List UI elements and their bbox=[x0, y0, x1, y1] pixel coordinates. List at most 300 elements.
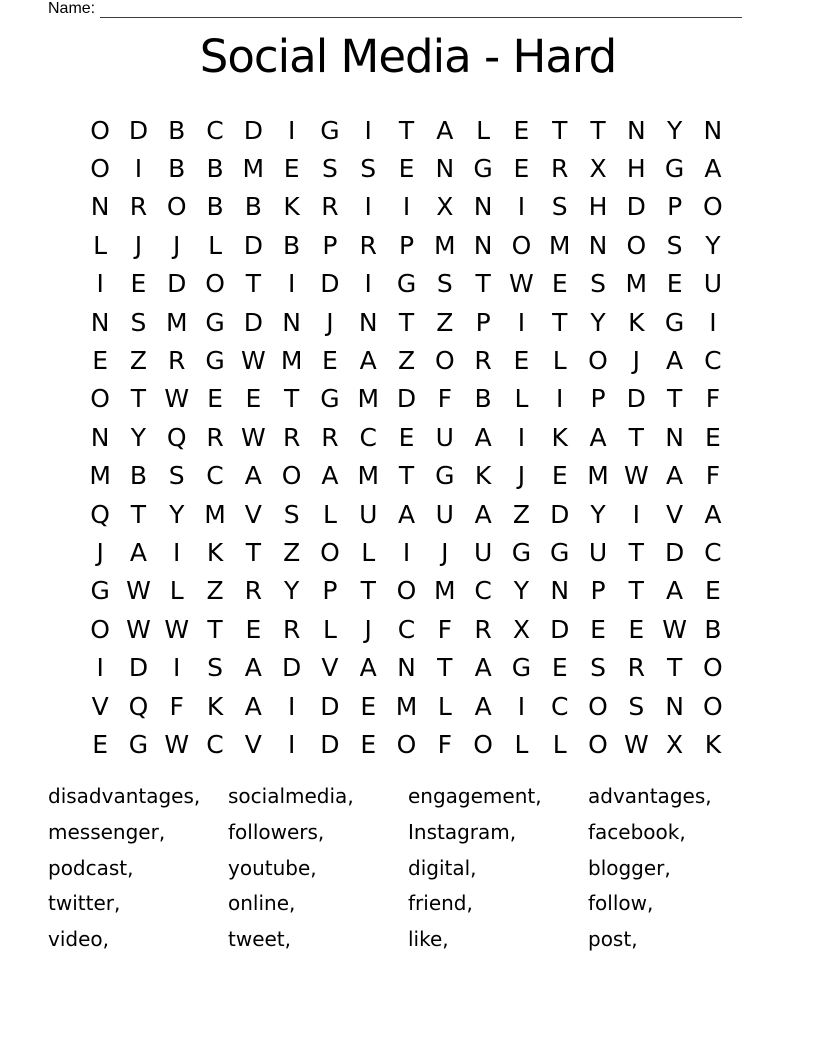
grid-letter-r1-c13: T bbox=[552, 115, 568, 145]
grid-letter-r1-c6: I bbox=[287, 115, 296, 145]
grid-letter-r15-c17: O bbox=[703, 653, 723, 683]
grid-letter-r1-c8: I bbox=[364, 115, 372, 145]
grid-letter-r7-c3: R bbox=[168, 346, 186, 376]
grid-letter-r9-c8: C bbox=[359, 422, 377, 452]
grid-letter-r5-c3: D bbox=[167, 269, 187, 299]
grid-letter-r3-c17: O bbox=[703, 192, 723, 222]
grid-letter-r1-c9: T bbox=[398, 115, 415, 145]
grid-letter-r6-c12: I bbox=[517, 307, 526, 337]
grid-letter-r16-c1: V bbox=[91, 691, 109, 721]
grid-letter-r1-c14: T bbox=[590, 115, 606, 145]
grid-letter-r3-c6: K bbox=[283, 192, 300, 222]
grid-letter-r1-c7: G bbox=[320, 115, 340, 145]
grid-letter-r14-c5: E bbox=[245, 614, 262, 644]
grid-letter-r11-c15: I bbox=[632, 499, 640, 529]
grid-letter-r9-c5: W bbox=[240, 422, 266, 452]
grid-letter-r12-c9: I bbox=[402, 537, 411, 567]
grid-letter-r14-c2: W bbox=[126, 614, 151, 644]
grid-letter-r1-c15: N bbox=[626, 115, 646, 145]
grid-letter-r15-c3: I bbox=[173, 653, 181, 683]
grid-letter-r17-c16: X bbox=[666, 729, 684, 759]
grid-letter-r8-c17: F bbox=[705, 384, 721, 414]
grid-letter-r13-c4: Z bbox=[206, 576, 224, 606]
grid-letter-r17-c1: E bbox=[92, 729, 109, 759]
grid-letter-r11-c13: D bbox=[550, 499, 570, 529]
grid-letter-r9-c14: A bbox=[589, 422, 607, 452]
grid-letter-r9-c7: R bbox=[321, 422, 339, 452]
grid-letter-r3-c8: I bbox=[364, 192, 372, 222]
grid-letter-r16-c8: E bbox=[360, 691, 377, 721]
grid-letter-r9-c1: N bbox=[90, 422, 110, 452]
word-item: facebook, bbox=[588, 819, 686, 844]
grid-letter-r11-c14: Y bbox=[590, 499, 606, 529]
grid-letter-r17-c13: L bbox=[552, 729, 567, 759]
grid-letter-r13-c11: C bbox=[474, 576, 492, 606]
grid-letter-r16-c14: O bbox=[588, 691, 608, 721]
grid-letter-r8-c13: I bbox=[556, 384, 564, 414]
grid-letter-r10-c8: M bbox=[357, 461, 380, 491]
grid-letter-r10-c16: A bbox=[666, 461, 684, 491]
grid-letter-r4-c6: B bbox=[283, 230, 301, 260]
grid-letter-r8-c7: G bbox=[320, 384, 340, 414]
grid-letter-r8-c6: T bbox=[283, 384, 300, 414]
grid-letter-r6-c6: N bbox=[282, 307, 301, 337]
grid-letter-r5-c4: O bbox=[205, 269, 225, 299]
grid-letter-r4-c2: J bbox=[134, 230, 143, 260]
grid-letter-r6-c14: Y bbox=[590, 307, 606, 337]
name-blank-line bbox=[100, 1, 742, 18]
grid-letter-r16-c7: D bbox=[320, 691, 340, 721]
grid-letter-r13-c3: L bbox=[169, 576, 184, 606]
grid-letter-r17-c6: I bbox=[287, 729, 296, 759]
word-item: advantages, bbox=[588, 784, 712, 808]
grid-letter-r7-c12: E bbox=[513, 346, 530, 376]
word-item: podcast, bbox=[48, 855, 134, 880]
word-item: follow, bbox=[588, 891, 654, 916]
grid-letter-r16-c5: A bbox=[244, 691, 262, 721]
grid-letter-r7-c16: A bbox=[666, 346, 684, 376]
grid-letter-r1-c11: L bbox=[476, 115, 491, 145]
grid-letter-r14-c10: F bbox=[437, 614, 453, 644]
grid-letter-r11-c4: M bbox=[204, 499, 226, 529]
grid-letter-r9-c11: A bbox=[474, 422, 492, 452]
grid-letter-r5-c6: I bbox=[287, 269, 296, 299]
grid-letter-r16-c6: I bbox=[287, 691, 296, 721]
grid-letter-r3-c16: P bbox=[667, 192, 683, 222]
grid-letter-r16-c2: Q bbox=[128, 691, 149, 721]
grid-letter-r16-c12: I bbox=[517, 691, 526, 721]
word-item: messenger, bbox=[48, 819, 166, 844]
grid-letter-r12-c13: G bbox=[550, 537, 570, 567]
grid-letter-r13-c5: R bbox=[244, 576, 263, 606]
grid-letter-r9-c15: T bbox=[628, 422, 644, 452]
grid-letter-r5-c2: E bbox=[130, 269, 147, 299]
grid-letter-r14-c15: E bbox=[628, 614, 645, 644]
grid-letter-r14-c11: R bbox=[474, 614, 492, 644]
grid-letter-r3-c3: O bbox=[166, 192, 187, 222]
grid-letter-r6-c17: I bbox=[709, 307, 717, 337]
grid-letter-r4-c1: L bbox=[93, 230, 108, 260]
grid-letter-r2-c12: E bbox=[513, 154, 530, 184]
word-item: friend, bbox=[408, 891, 473, 916]
grid-letter-r12-c10: J bbox=[441, 537, 449, 567]
grid-letter-r6-c13: T bbox=[552, 307, 568, 337]
grid-letter-r11-c16: V bbox=[666, 499, 684, 529]
grid-letter-r5-c1: I bbox=[96, 269, 104, 299]
grid-letter-r5-c10: S bbox=[436, 269, 453, 299]
grid-letter-r5-c12: W bbox=[509, 269, 534, 299]
grid-letter-r11-c12: Z bbox=[512, 499, 530, 529]
word-list-column-1 bbox=[48, 779, 228, 958]
grid-letter-r3-c11: N bbox=[473, 192, 493, 222]
grid-letter-r15-c8: A bbox=[359, 653, 377, 683]
grid-letter-r7-c10: O bbox=[434, 346, 455, 376]
grid-letter-r14-c6: R bbox=[282, 614, 301, 644]
word-item: digital, bbox=[408, 855, 477, 880]
grid-letter-r17-c4: C bbox=[206, 729, 224, 759]
word-item: post, bbox=[588, 927, 638, 952]
grid-letter-r10-c10: G bbox=[435, 461, 455, 491]
grid-letter-r6-c15: K bbox=[628, 307, 645, 337]
grid-letter-r10-c2: B bbox=[129, 461, 148, 491]
grid-letter-r8-c11: B bbox=[474, 384, 492, 414]
grid-letter-r7-c9: Z bbox=[397, 346, 416, 376]
grid-letter-r17-c11: O bbox=[473, 729, 493, 759]
grid-letter-r8-c5: E bbox=[245, 384, 262, 414]
grid-letter-r8-c15: D bbox=[626, 384, 646, 414]
grid-letter-r14-c17: B bbox=[704, 614, 722, 644]
word-list bbox=[48, 779, 768, 958]
grid-letter-r7-c5: W bbox=[240, 346, 266, 376]
grid-letter-r12-c17: C bbox=[704, 537, 722, 567]
grid-letter-r16-c16: N bbox=[665, 691, 684, 721]
grid-letter-r12-c12: G bbox=[511, 537, 532, 567]
word-item: disadvantages, bbox=[48, 784, 201, 808]
grid-letter-r15-c11: A bbox=[474, 653, 492, 683]
grid-letter-r10-c11: K bbox=[474, 461, 492, 491]
grid-letter-r10-c5: A bbox=[244, 461, 262, 491]
grid-letter-r1-c10: A bbox=[436, 115, 454, 145]
grid-letter-r9-c9: E bbox=[398, 422, 415, 452]
grid-letter-r4-c11: N bbox=[473, 230, 493, 260]
grid-letter-r17-c12: L bbox=[514, 729, 529, 759]
grid-letter-r7-c17: C bbox=[704, 346, 722, 376]
grid-letter-r12-c8: L bbox=[361, 537, 376, 567]
grid-letter-r12-c15: T bbox=[628, 537, 644, 567]
grid-letter-r7-c2: Z bbox=[129, 346, 148, 376]
grid-letter-r11-c17: A bbox=[704, 499, 722, 529]
grid-letter-r3-c14: H bbox=[588, 192, 608, 222]
grid-letter-r9-c17: E bbox=[705, 422, 721, 452]
grid-letter-r6-c8: N bbox=[358, 307, 378, 337]
grid-letter-r6-c3: M bbox=[165, 307, 188, 337]
grid-letter-r6-c2: S bbox=[130, 307, 147, 337]
grid-letter-r4-c10: M bbox=[434, 230, 456, 260]
grid-letter-r2-c7: S bbox=[321, 154, 338, 184]
grid-letter-r2-c10: N bbox=[435, 154, 455, 184]
grid-letter-r13-c14: P bbox=[590, 576, 606, 606]
grid-letter-r15-c9: N bbox=[397, 653, 416, 683]
word-list-column-4 bbox=[588, 779, 768, 958]
grid-letter-r11-c7: L bbox=[322, 499, 337, 529]
grid-letter-r13-c15: T bbox=[628, 576, 644, 606]
grid-letter-r13-c17: E bbox=[705, 576, 721, 606]
grid-letter-r4-c17: Y bbox=[705, 230, 721, 260]
grid-letter-r9-c12: I bbox=[517, 422, 526, 452]
grid-letter-r3-c5: B bbox=[244, 192, 262, 222]
grid-letter-r15-c7: V bbox=[321, 653, 339, 683]
grid-letter-r8-c12: L bbox=[514, 384, 529, 414]
grid-letter-r5-c11: T bbox=[475, 269, 491, 299]
grid-letter-r3-c15: D bbox=[626, 192, 646, 222]
grid-letter-r10-c4: C bbox=[206, 461, 224, 491]
word-item: socialmedia, bbox=[228, 784, 354, 808]
name-label: Name: bbox=[48, 0, 96, 17]
word-item: tweet, bbox=[228, 927, 292, 952]
grid-letter-r5-c8: I bbox=[364, 269, 372, 299]
grid-letter-r13-c7: P bbox=[322, 576, 338, 606]
word-item: online, bbox=[228, 891, 296, 916]
grid-letter-r1-c12: E bbox=[513, 115, 530, 145]
grid-letter-r17-c7: D bbox=[320, 729, 340, 759]
name-row bbox=[48, 0, 742, 18]
grid-letter-r8-c14: P bbox=[590, 384, 606, 414]
grid-letter-r5-c7: D bbox=[320, 269, 340, 299]
grid-letter-r13-c10: M bbox=[434, 576, 456, 606]
grid-letter-r7-c1: E bbox=[92, 346, 109, 376]
grid-letter-r14-c16: W bbox=[662, 614, 687, 644]
grid-letter-r9-c13: K bbox=[551, 422, 568, 452]
grid-letter-r1-c3: B bbox=[168, 115, 186, 145]
grid-letter-r6-c11: P bbox=[475, 307, 491, 337]
grid-letter-r16-c9: M bbox=[395, 691, 418, 721]
grid-letter-r7-c11: R bbox=[474, 346, 492, 376]
grid-letter-r17-c15: W bbox=[623, 729, 649, 759]
grid-letter-r17-c10: F bbox=[437, 729, 453, 759]
grid-letter-r11-c5: V bbox=[244, 499, 262, 529]
grid-letter-r15-c1: I bbox=[96, 653, 104, 683]
grid-letter-r5-c5: T bbox=[245, 269, 261, 299]
grid-letter-r13-c6: Y bbox=[283, 576, 300, 606]
grid-letter-r10-c1: M bbox=[89, 461, 111, 491]
grid-letter-r4-c15: O bbox=[626, 230, 647, 260]
grid-letter-r12-c7: O bbox=[320, 537, 340, 567]
grid-letter-r12-c14: U bbox=[588, 537, 608, 567]
grid-letter-r3-c4: B bbox=[206, 192, 224, 222]
grid-letter-r1-c5: D bbox=[243, 115, 263, 145]
grid-letter-r8-c3: W bbox=[164, 384, 190, 414]
grid-letter-r11-c10: U bbox=[435, 499, 454, 529]
grid-letter-r15-c12: G bbox=[511, 653, 532, 683]
grid-letter-r11-c3: Y bbox=[169, 499, 185, 529]
grid-letter-r8-c2: T bbox=[130, 384, 147, 414]
grid-letter-r2-c14: X bbox=[589, 154, 607, 184]
grid-letter-r2-c5: M bbox=[242, 154, 265, 184]
grid-letter-r2-c9: E bbox=[398, 154, 415, 184]
grid-letter-r9-c10: U bbox=[435, 422, 454, 452]
grid-letter-r15-c6: D bbox=[282, 653, 302, 683]
grid-letter-r2-c13: R bbox=[551, 154, 569, 184]
grid-letter-r16-c10: L bbox=[437, 691, 452, 721]
grid-letter-r12-c6: Z bbox=[283, 537, 301, 567]
grid-letter-r6-c16: G bbox=[664, 307, 685, 337]
grid-letter-r11-c1: Q bbox=[90, 499, 110, 529]
grid-letter-r10-c15: W bbox=[623, 461, 649, 491]
grid-letter-r8-c9: D bbox=[396, 384, 417, 414]
grid-letter-r3-c10: X bbox=[436, 192, 454, 222]
grid-letter-r7-c6: M bbox=[280, 346, 303, 376]
grid-letter-r1-c16: Y bbox=[666, 115, 683, 145]
grid-letter-r12-c3: I bbox=[173, 537, 181, 567]
grid-letter-r6-c7: J bbox=[326, 307, 334, 337]
grid-letter-r8-c8: M bbox=[357, 384, 380, 414]
grid-letter-r12-c5: T bbox=[245, 537, 261, 567]
word-item: blogger, bbox=[588, 855, 671, 880]
grid-letter-r13-c2: W bbox=[126, 576, 151, 606]
wordsearch-grid bbox=[81, 111, 732, 764]
grid-letter-r14-c14: E bbox=[590, 614, 606, 644]
grid-letter-r10-c6: O bbox=[281, 461, 302, 491]
word-item: youtube, bbox=[228, 855, 317, 880]
grid-letter-r2-c4: B bbox=[206, 154, 224, 184]
grid-letter-r7-c4: G bbox=[205, 346, 225, 376]
grid-letter-r7-c8: A bbox=[359, 346, 377, 376]
grid-letter-r14-c3: W bbox=[164, 614, 190, 644]
grid-letter-r12-c4: K bbox=[206, 537, 224, 567]
grid-letter-r9-c2: Y bbox=[130, 422, 147, 452]
grid-letter-r1-c1: O bbox=[90, 115, 110, 145]
grid-letter-r7-c15: J bbox=[632, 346, 640, 376]
grid-letter-r10-c7: A bbox=[321, 461, 339, 491]
grid-letter-r4-c9: P bbox=[398, 230, 415, 260]
grid-letter-r2-c6: E bbox=[283, 154, 300, 184]
grid-letter-r2-c16: G bbox=[664, 154, 685, 184]
grid-letter-r9-c16: N bbox=[665, 422, 684, 452]
grid-letter-r5-c9: G bbox=[396, 269, 417, 299]
grid-letter-r4-c12: O bbox=[511, 230, 532, 260]
grid-letter-r1-c2: D bbox=[128, 115, 149, 145]
grid-letter-r15-c4: S bbox=[207, 653, 223, 683]
grid-letter-r10-c9: T bbox=[398, 461, 415, 491]
grid-letter-r9-c6: R bbox=[282, 422, 301, 452]
grid-letter-r16-c17: O bbox=[703, 691, 723, 721]
grid-letter-r11-c6: S bbox=[283, 499, 300, 529]
grid-letter-r10-c14: M bbox=[587, 461, 609, 491]
grid-letter-r16-c4: K bbox=[206, 691, 224, 721]
grid-letter-r13-c16: A bbox=[666, 576, 684, 606]
grid-letter-r2-c2: I bbox=[134, 154, 143, 184]
grid-letter-r10-c13: E bbox=[551, 461, 568, 491]
grid-letter-r8-c4: E bbox=[207, 384, 223, 414]
word-item: video, bbox=[48, 927, 109, 952]
grid-letter-r14-c8: J bbox=[364, 614, 372, 644]
grid-letter-r2-c15: H bbox=[626, 154, 646, 184]
grid-letter-r7-c14: O bbox=[588, 346, 608, 376]
grid-letter-r16-c13: C bbox=[550, 691, 569, 721]
grid-letter-r15-c10: T bbox=[437, 653, 453, 683]
puzzle-title: Social Media - Hard bbox=[199, 30, 617, 83]
grid-letter-r17-c14: O bbox=[588, 729, 608, 759]
grid-letter-r15-c13: E bbox=[551, 653, 568, 683]
grid-letter-r8-c1: O bbox=[90, 384, 110, 414]
grid-letter-r17-c9: O bbox=[396, 729, 417, 759]
grid-letter-r4-c8: R bbox=[359, 230, 377, 260]
grid-letter-r15-c5: A bbox=[244, 653, 262, 683]
grid-letter-r4-c7: P bbox=[322, 230, 338, 260]
word-item: Instagram, bbox=[408, 819, 517, 844]
grid-letter-r17-c3: W bbox=[164, 729, 190, 759]
grid-letter-r14-c12: X bbox=[512, 614, 530, 644]
grid-letter-r14-c1: O bbox=[90, 614, 110, 644]
grid-letter-r2-c8: S bbox=[360, 154, 377, 184]
grid-letter-r2-c3: B bbox=[168, 154, 186, 184]
grid-letter-r15-c16: T bbox=[666, 653, 683, 683]
grid-letter-r4-c3: J bbox=[173, 230, 181, 260]
grid-letter-r6-c5: D bbox=[243, 307, 263, 337]
grid-letter-r11-c8: U bbox=[359, 499, 378, 529]
grid-letter-r8-c16: T bbox=[666, 384, 683, 414]
grid-letter-r7-c7: E bbox=[322, 346, 338, 376]
word-item: twitter, bbox=[48, 891, 121, 916]
grid-letter-r16-c11: A bbox=[474, 691, 492, 721]
grid-letter-r7-c13: L bbox=[552, 346, 567, 376]
grid-letter-r5-c13: E bbox=[551, 269, 568, 299]
grid-letter-r14-c13: D bbox=[550, 614, 570, 644]
grid-letter-r9-c4: R bbox=[206, 422, 224, 452]
grid-letter-r5-c16: E bbox=[666, 269, 683, 299]
grid-letter-r5-c14: S bbox=[590, 269, 606, 299]
grid-letter-r2-c11: G bbox=[473, 154, 493, 184]
grid-letter-r15-c15: R bbox=[627, 653, 645, 683]
grid-letter-r6-c4: G bbox=[205, 307, 225, 337]
grid-letter-r2-c1: O bbox=[90, 154, 110, 184]
grid-letter-r12-c11: U bbox=[473, 537, 493, 567]
grid-letter-r10-c17: F bbox=[705, 461, 721, 491]
grid-letter-r17-c5: V bbox=[244, 729, 262, 759]
grid-letter-r4-c13: M bbox=[548, 230, 571, 260]
grid-letter-r6-c10: Z bbox=[436, 307, 454, 337]
grid-letter-r11-c2: T bbox=[130, 499, 147, 529]
grid-letter-r13-c13: N bbox=[550, 576, 570, 606]
grid-letter-r12-c1: J bbox=[96, 537, 104, 567]
grid-letter-r10-c3: S bbox=[168, 461, 185, 491]
grid-letter-r9-c3: Q bbox=[166, 422, 187, 452]
grid-letter-r14-c9: C bbox=[397, 614, 416, 644]
grid-letter-r8-c10: F bbox=[437, 384, 453, 414]
grid-letter-r4-c5: D bbox=[243, 230, 263, 260]
grid-letter-r14-c7: L bbox=[322, 614, 337, 644]
grid-letter-r3-c13: S bbox=[551, 192, 568, 222]
grid-letter-r10-c12: J bbox=[517, 461, 526, 491]
grid-letter-r4-c4: L bbox=[208, 230, 222, 260]
grid-letter-r6-c9: T bbox=[398, 307, 415, 337]
grid-letter-r16-c15: S bbox=[628, 691, 645, 721]
word-item: like, bbox=[408, 927, 449, 952]
grid-letter-r17-c2: G bbox=[128, 729, 149, 759]
word-item: engagement, bbox=[408, 784, 542, 808]
grid-letter-r5-c17: U bbox=[703, 269, 723, 299]
grid-letter-r3-c7: R bbox=[321, 192, 339, 222]
grid-letter-r16-c3: F bbox=[169, 691, 184, 721]
grid-letter-r11-c11: A bbox=[474, 499, 492, 529]
grid-letter-r13-c8: T bbox=[360, 576, 376, 606]
grid-letter-r13-c1: G bbox=[90, 576, 110, 606]
grid-letter-r3-c1: N bbox=[90, 192, 110, 222]
grid-letter-r11-c9: A bbox=[397, 499, 416, 529]
grid-letter-r1-c17: N bbox=[703, 115, 723, 145]
grid-letter-r5-c15: M bbox=[625, 269, 648, 299]
grid-letter-r13-c9: O bbox=[396, 576, 417, 606]
